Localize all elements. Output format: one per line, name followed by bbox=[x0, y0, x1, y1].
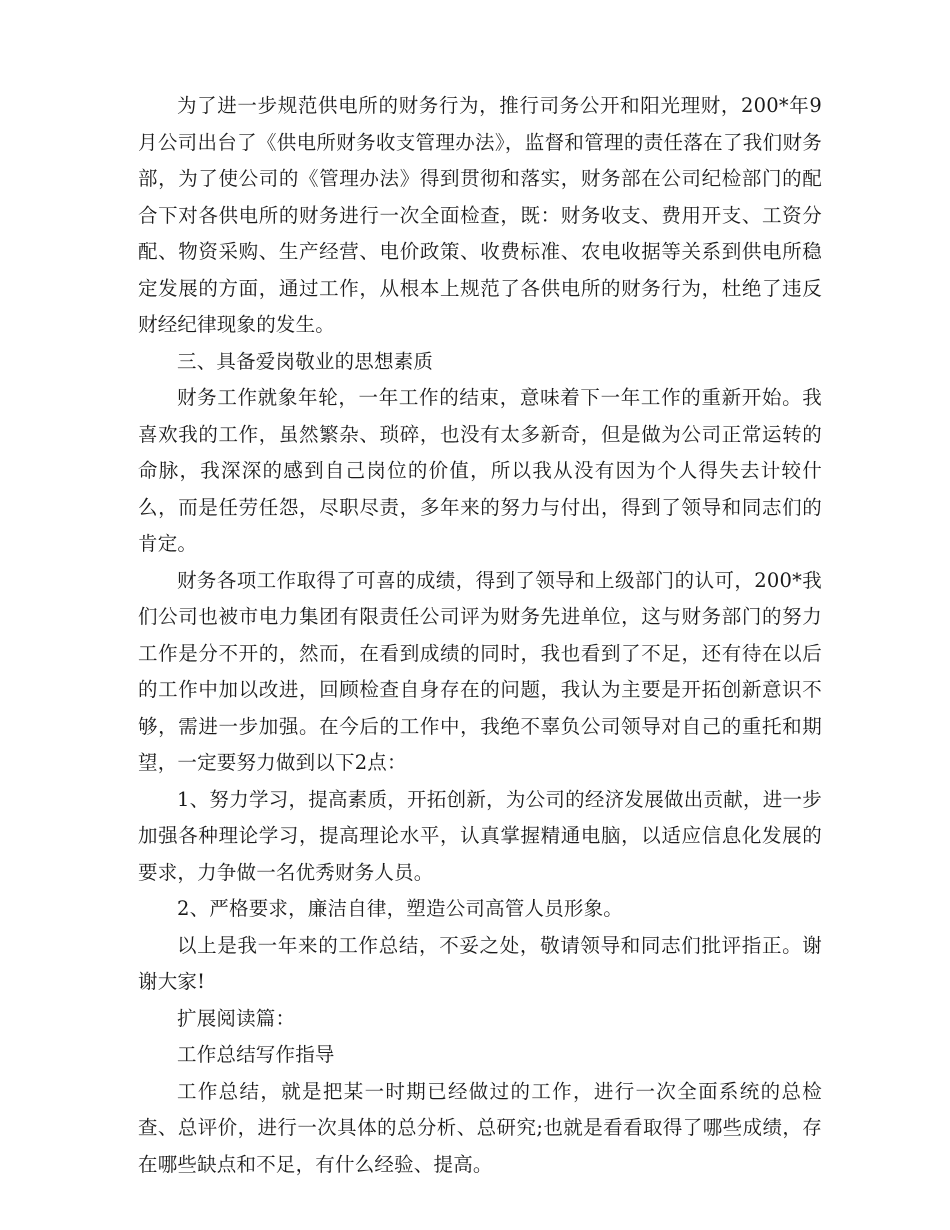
paragraph-achievements: 财务各项工作取得了可喜的成绩，得到了领导和上级部门的认可，200*我们公司也被市电力集团有限责任公司评为财务先进单位，这与财务部门的努力工作是分不开的，然而，在看到成绩的同时，我也看到了不足，还有待在以后的工作中加以改进，回顾检查自身存在的问题，我认为主要是开拓创新意识不够，需进一步加强。在今后的工作中，我绝不辜负公司领导对自己的重托和期望，一定要努力做到以下2点： bbox=[138, 568, 822, 774]
extended-reading-heading: 扩展阅读篇： bbox=[177, 1006, 296, 1030]
paragraph-closing: 以上是我一年来的工作总结，不妥之处，敬请领导和同志们批评指正。谢谢大家! bbox=[138, 933, 822, 993]
paragraph-work-attitude: 财务工作就象年轮，一年工作的结束，意味着下一年工作的重新开始。我喜欢我的工作，虽然繁杂、琐碎，也没有太多新奇，但是做为公司正常运转的命脉，我深深的感到自己岗位的价值，所以我从没有因为个人得失去计较什么，而是任劳任怨，尽职尽责，多年来的努力与付出，得到了领导和同志们的肯定。 bbox=[138, 386, 822, 555]
paragraph-point-1: 1、努力学习，提高素质，开拓创新，为公司的经济发展做出贡献，进一步加强各种理论学习，提高理论水平，认真掌握精通电脑，以适应信息化发展的要求，力争做一名优秀财务人员。 bbox=[138, 787, 822, 884]
document-body bbox=[138, 88, 822, 1183]
paragraph-point-2: 2、严格要求，廉洁自律，塑造公司高管人员形象。 bbox=[177, 897, 624, 920]
writing-guide-heading: 工作总结写作指导 bbox=[177, 1043, 335, 1066]
paragraph-financial-inspection: 为了进一步规范供电所的财务行为，推行司务公开和阳光理财，200*年9月公司出台了《供电所财务收支管理办法》，监督和管理的责任落在了我们财务部，为了使公司的《管理办法》得到贯彻和落实，财务部在公司纪检部门的配合下对各供电所的财务进行一次全面检查，既：财务收支、费用开支、工资分配、物资采购、生产经营、电价政策、收费标准、农电收据等关系到供电所稳定发展的方面，通过工作，从根本上规范了各供电所的财务行为，杜绝了违反财经纪律现象的发生。 bbox=[138, 94, 822, 336]
paragraph-summary-definition: 工作总结，就是把某一时期已经做过的工作，进行一次全面系统的总检查、总评价，进行一次具体的总分析、总研究;也就是看看取得了哪些成绩，存在哪些缺点和不足，有什么经验、提高。 bbox=[138, 1079, 822, 1176]
section-heading-dedication: 三、具备爱岗敬业的思想素质 bbox=[177, 349, 434, 373]
